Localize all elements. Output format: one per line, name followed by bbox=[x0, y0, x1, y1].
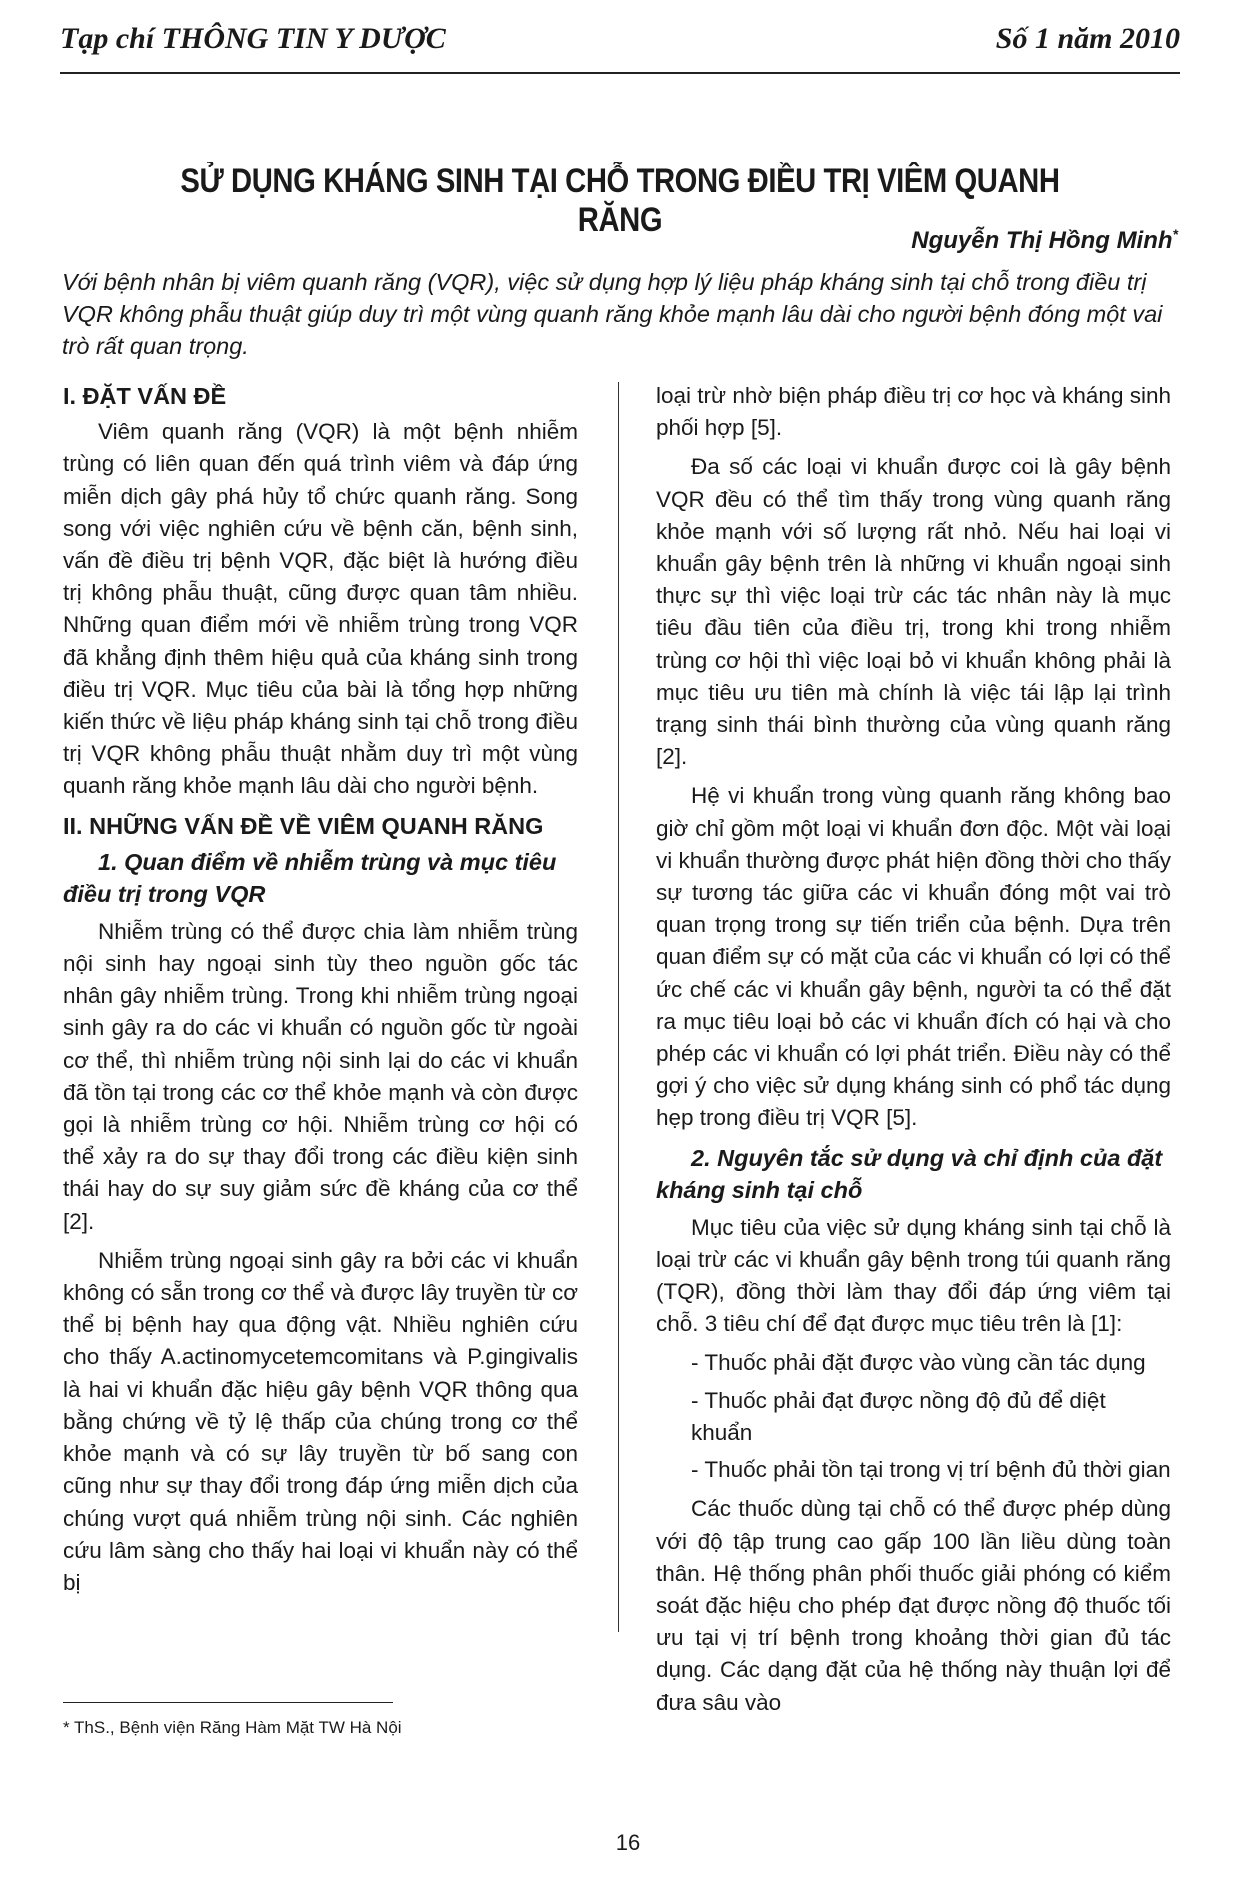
page-number: 16 bbox=[615, 1830, 641, 1855]
section-heading-1: I. ĐẶT VẤN ĐỀ bbox=[63, 383, 227, 409]
author-line bbox=[911, 226, 1178, 255]
footnote: * ThS., Bệnh viện Răng Hàm Mặt TW Hà Nội bbox=[63, 1718, 402, 1737]
paragraph: Các thuốc dùng tại chỗ có thể được phép dùng với độ tập trung cao gấp 100 lần liều dùng toàn thân. Hệ thống phân phối thuốc giải phóng có kiểm soát đặc hiệu cho phép đạt được nồng độ thuốc tối ưu tại vị trí bệnh trong khoảng thời gian đủ tác dụng. Các dạng đặt của hệ thống này thuận lợi để đưa sâu vào bbox=[656, 1496, 1171, 1715]
running-header bbox=[60, 22, 1180, 74]
list-item: - Thuốc phải đạt được nồng độ đủ để diệt khuẩn bbox=[691, 1387, 1106, 1445]
list-item: - Thuốc phải tồn tại trong vị trí bệnh đủ thời gian bbox=[691, 1457, 1171, 1483]
column-divider bbox=[618, 382, 619, 1632]
paragraph: Nhiễm trùng ngoại sinh gây ra bởi các vi khuẩn không có sẵn trong cơ thể và được lây truyền từ cơ thể bị bệnh hay qua động vật. Nhiều nghiên cứu cho thấy A.actinomycetemcomitans và P.gingivalis là hai vi khuẩn đặc hiệu gây bệnh VQR thông qua bằng chứng về tỷ lệ thấp của chúng trong cơ thể khỏe mạnh và có sự lây truyền từ bố sang con cũng như sự thay đổi trong đáp ứng miễn dịch của chúng vượt quá nhiễm trùng nội sinh. Các nghiên cứu lâm sàng cho thấy hai loại vi khuẩn này có thể bị bbox=[63, 1247, 578, 1595]
article-title: SỬ DỤNG KHÁNG SINH TẠI CHỖ TRONG ĐIỀU TRỊ VIÊM QUANH RĂNG bbox=[180, 162, 1060, 239]
right-column bbox=[656, 380, 1171, 1726]
abstract: Với bệnh nhân bị viêm quanh răng (VQR), việc sử dụng hợp lý liệu pháp kháng sinh tại chỗ trong điều trị VQR không phẫu thuật giúp duy trì một vùng quanh răng khỏe mạnh lâu dài cho người bệnh đóng một vai trò rất quan trọng. bbox=[62, 269, 1163, 359]
paragraph: Hệ vi khuẩn trong vùng quanh răng không bao giờ chỉ gồm một loại vi khuẩn đơn độc. Một vài loại vi khuẩn thường được phát hiện đồng thời cho thấy sự tương tác giữa các vi khuẩn đóng một vai trò quan trọng trong sự tiến triển của bệnh. Dựa trên quan điểm sự có mặt của các vi khuẩn có lợi có thể ức chế các vi khuẩn gây bệnh, người ta có thể đặt ra mục tiêu loại bỏ các vi khuẩn đích có hại và cho phép các vi khuẩn có lợi phát triển. Điều này có thể gợi ý cho việc sử dụng kháng sinh có phổ tác dụng hẹp trong điều trị VQR [5]. bbox=[656, 783, 1171, 1131]
paragraph: Đa số các loại vi khuẩn được coi là gây bệnh VQR đều có thể tìm thấy trong vùng quanh răng khỏe mạnh với số lượng rất nhỏ. Nếu hai loại vi khuẩn gây bệnh trên là những vi khuẩn ngoại sinh thực sự thì việc loại trừ các tác nhân này là mục tiêu đầu tiên của điều trị, trong khi trong nhiễm trùng cơ hội thì việc loại bỏ vi khuẩn không phải là mục tiêu ưu tiên mà chính là việc tái lập lại trình trạng sinh thái bình thường của vùng quanh răng [2]. bbox=[656, 454, 1171, 770]
author-name: Nguyễn Thị Hồng Minh bbox=[911, 227, 1173, 254]
section-heading-2: II. NHỮNG VẤN ĐỀ VỀ VIÊM QUANH RĂNG bbox=[63, 812, 544, 839]
paragraph: loại trừ nhờ biện pháp điều trị cơ học và kháng sinh phối hợp [5]. bbox=[656, 383, 1171, 441]
author-footnote-mark: * bbox=[1172, 226, 1178, 242]
criteria-list bbox=[656, 1347, 1171, 1486]
left-column bbox=[63, 380, 578, 1606]
subsection-heading-2: 2. Nguyên tắc sử dụng và chỉ định của đặt kháng sinh tại chỗ bbox=[656, 1144, 1163, 1203]
subsection-heading-1: 1. Quan điểm về nhiễm trùng và mục tiêu điều trị trong VQR bbox=[63, 848, 557, 907]
paragraph: Viêm quanh răng (VQR) là một bệnh nhiễm trùng có liên quan đến quá trình viêm và đáp ứng miễn dịch gây phá hủy tổ chức quanh răng. Song song với việc nghiên cứu về bệnh căn, bệnh sinh, vấn đề điều trị bệnh VQR, đặc biệt là hướng điều trị không phẫu thuật, cũng được quan tâm nhiều. Những quan điểm mới về nhiễm trùng trong VQR đã khẳng định thêm hiệu quả của kháng sinh trong điều trị VQR. Mục tiêu của bài là tổng hợp những kiến thức về liệu pháp kháng sinh tại chỗ trong điều trị VQR không phẫu thuật nhằm duy trì một vùng quanh răng khỏe mạnh lâu dài cho người bệnh. bbox=[63, 419, 578, 799]
journal-name: Tạp chí THÔNG TIN Y DƯỢC bbox=[60, 22, 446, 55]
paragraph: Nhiễm trùng có thể được chia làm nhiễm trùng nội sinh hay ngoại sinh tùy theo nguồn gốc tác nhân gây nhiễm trùng. Trong khi nhiễm trùng ngoại sinh gây ra do các vi khuẩn có nguồn gốc từ ngoài cơ thể, thì nhiễm trùng nội sinh lại do các vi khuẩn đã tồn tại trong các cơ thể khỏe mạnh và còn được gọi là nhiễm trùng cơ hội. Nhiễm trùng cơ hội có thể xảy ra do sự thay đổi trong các điều kiện sinh thái hay do sự suy giảm sức đề kháng của cơ thể [2]. bbox=[63, 918, 578, 1234]
issue-number: Số 1 năm 2010 bbox=[995, 22, 1180, 55]
footnote-rule bbox=[63, 1702, 393, 1703]
paragraph: Mục tiêu của việc sử dụng kháng sinh tại chỗ là loại trừ các vi khuẩn gây bệnh trong túi quanh răng (TQR), đồng thời làm thay đổi đáp ứng viêm tại chỗ. 3 tiêu chí để đạt được mục tiêu trên là [1]: bbox=[656, 1214, 1171, 1337]
list-item: - Thuốc phải đặt được vào vùng cần tác dụng bbox=[691, 1350, 1146, 1376]
